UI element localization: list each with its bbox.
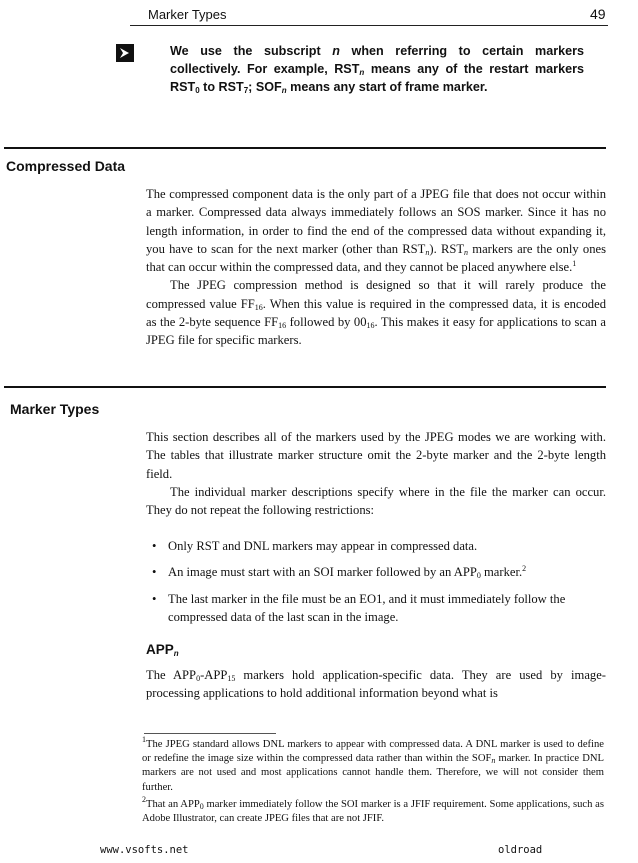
marker-types-body: This section describes all of the markers used by the JPEG modes we are working with. The tables that illustrate marker structure omit the 2-byte marker and the 2-byte length field. The individual marker descriptions specify where in the file the marker can occur. They do not repeat the following restrictions: bbox=[146, 430, 606, 518]
running-header-title: Marker Types bbox=[148, 7, 227, 22]
appn-body: The $APP_0-APP_{15}$ markers hold application-specific data. They are used by image-processing applications to hold additional information beyond what is bbox=[146, 668, 606, 701]
restrictions-list bbox=[152, 537, 604, 634]
header-rule bbox=[130, 25, 608, 26]
section-heading-marker-types: Marker Types bbox=[10, 401, 100, 417]
note-text: We use the subscript n when referring to certain markers collectively. For example, $RST_n$ means any of the restart markers $RST_0$ to $RST_7$; $SOF_n$ means any start of frame marker. bbox=[170, 44, 585, 95]
footnote-rule bbox=[144, 733, 276, 734]
list-item: • An image must start with an SOI marker followed by an $APP_0$ marker.$^2$ bbox=[152, 563, 604, 581]
section-rule bbox=[4, 386, 606, 388]
compressed-data-body: The compressed component data is the only part of a JPEG file that does not occur within a marker. Compressed data always immediately follows an SOS marker. Since it has no length information, in order to find the end of the compressed data without expanding it, you have to scan for the next marker (other than $RST_n$). $RST_n$ markers are the only ones that can occur within the compressed data, and they cannot be placed anywhere else.$^1$ The JPEG compression method is designed so that it will rarely produce the compressed value $FF_{16}$. When this value is required in the compressed data, it is encoded as the 2-byte sequence $FF_{16}$ followed by $00_{16}$. This makes it easy for applications to scan a JPEG file for specific markers. bbox=[146, 187, 606, 348]
footer-credit: oldroad bbox=[498, 844, 543, 856]
footnotes bbox=[142, 735, 604, 829]
footer-website: www.vsofts.net bbox=[100, 844, 189, 856]
pointing-arrow-icon bbox=[116, 44, 134, 62]
subsection-heading-appn: $APP_n$ bbox=[146, 642, 179, 658]
footnote-2: $^2$That an $APP_0$ marker immediately follow the SOI marker is a JFIF requirement. Some applications, such as Adobe Illustrator, can create JPEG files that are not JFIF. bbox=[142, 794, 604, 825]
page-number: 49 bbox=[590, 6, 606, 22]
footnote-1: $^1$The JPEG standard allows DNL markers to appear with compressed data. A DNL marker is used to define or redefine the image size within the compressed data rather than within the $SOF_n$ marker. In practice DNL markers are not used and most applications cannot handle them. Therefore, we will not consider them further. bbox=[142, 735, 604, 793]
section-heading-compressed-data: Compressed Data bbox=[6, 158, 126, 174]
list-item: • The last marker in the file must be an EO1, and it must immediately follow the compressed data of the last scan in the image. bbox=[152, 590, 604, 627]
list-item: • Only RST and DNL markers may appear in compressed data. bbox=[152, 537, 604, 555]
section-rule bbox=[4, 147, 606, 149]
